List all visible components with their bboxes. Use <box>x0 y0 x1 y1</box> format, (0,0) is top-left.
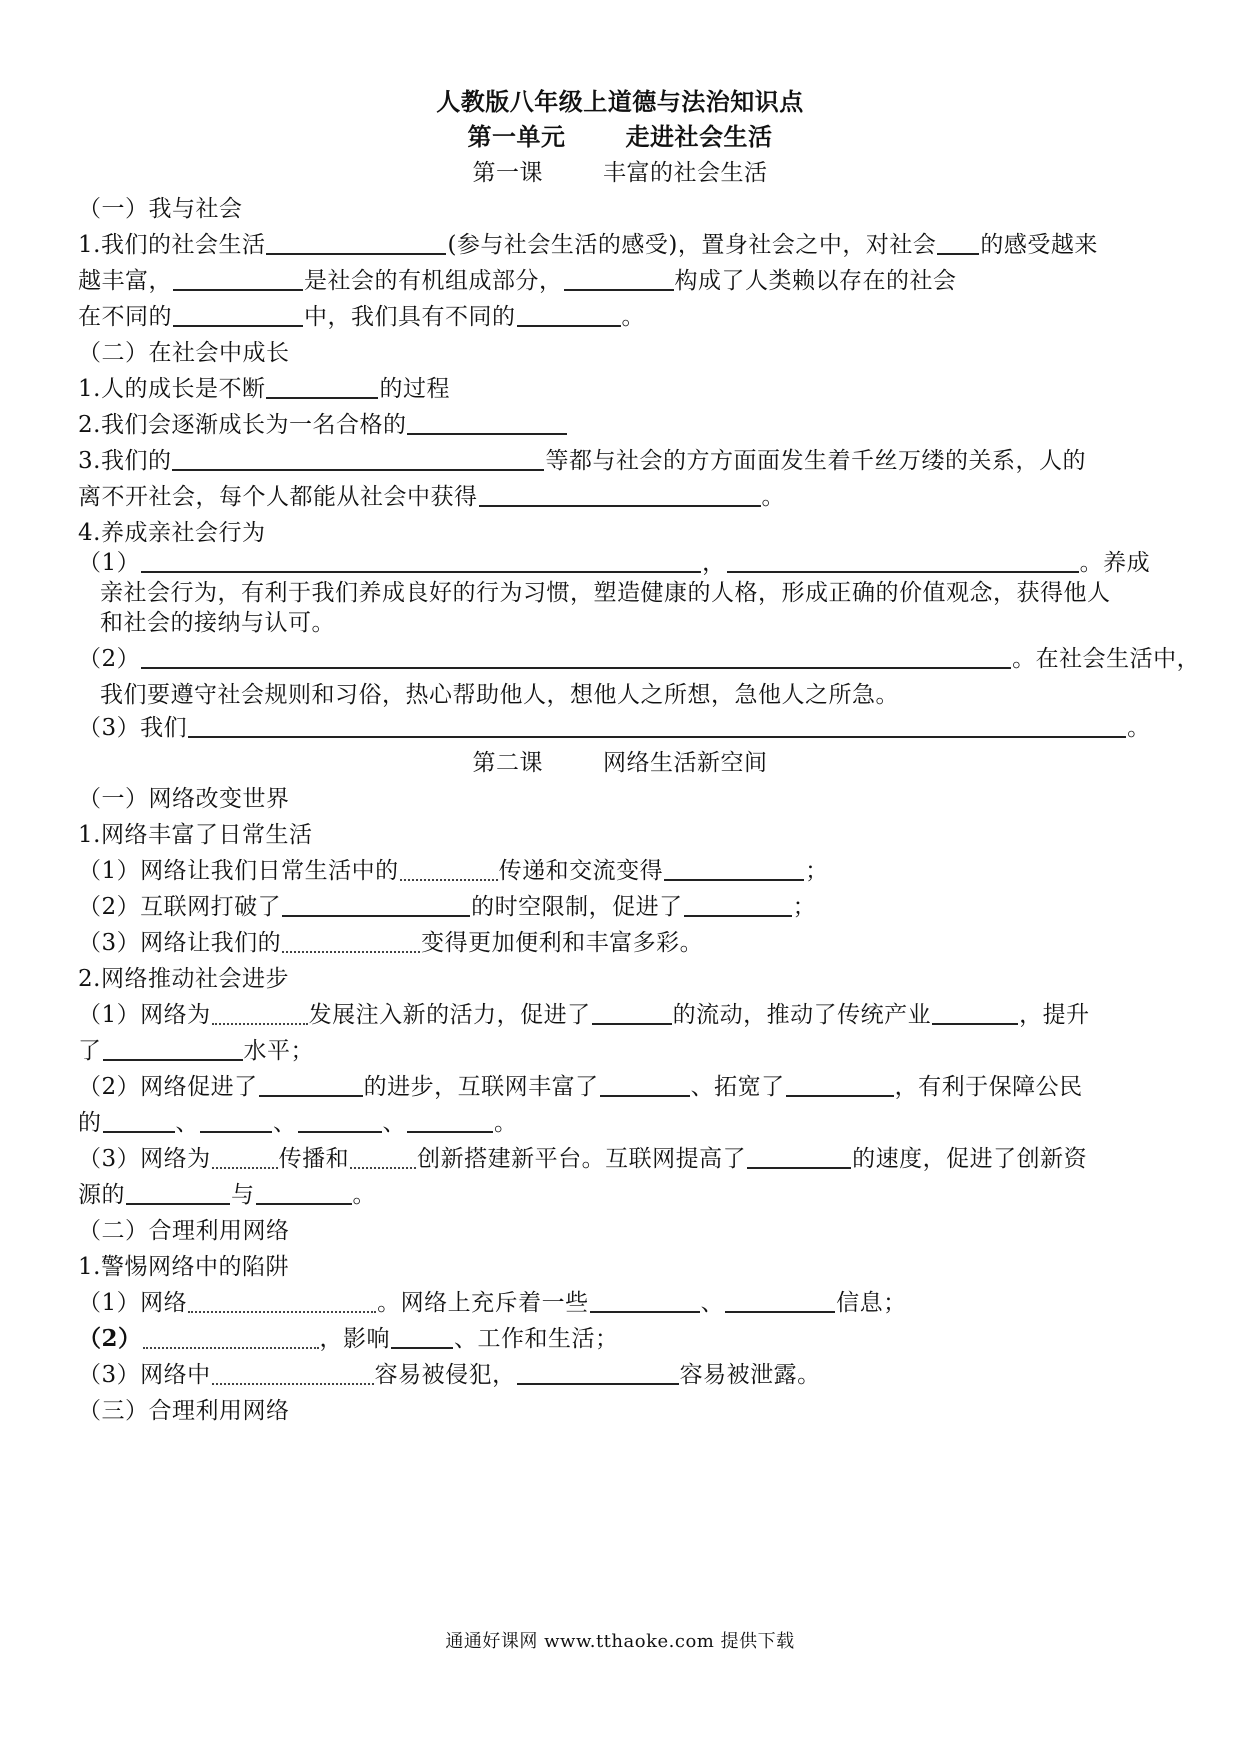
unit-name: 走进社会生活 <box>625 122 773 151</box>
fill-blank[interactable] <box>684 893 792 917</box>
fill-blank[interactable] <box>664 857 804 881</box>
fill-blank[interactable] <box>747 1145 851 1169</box>
fill-blank[interactable] <box>932 1001 1018 1025</box>
fill-blank[interactable] <box>350 1145 416 1169</box>
fill-blank[interactable] <box>266 231 446 255</box>
section-heading-3: （一）网络改变世界 <box>78 786 290 812</box>
text-line: 和社会的接纳与认可。 <box>100 610 335 636</box>
fill-blank[interactable] <box>200 1109 272 1133</box>
fill-blank[interactable] <box>407 1109 493 1133</box>
fill-blank[interactable] <box>266 375 378 399</box>
unit-heading <box>0 122 1240 152</box>
fill-blank[interactable] <box>725 1289 835 1313</box>
text-line: （2） ，影响 、工作和生活； <box>78 1325 619 1352</box>
fill-blank[interactable] <box>141 645 1011 669</box>
text-line: （2）互联网打破了 的时空限制，促进了 ； <box>78 894 817 920</box>
fill-blank[interactable] <box>103 1037 243 1061</box>
text-line: 3.我们的 等都与社会的方方面面发生着千丝万缕的关系，人的 <box>78 448 1086 474</box>
fill-blank[interactable] <box>212 1145 278 1169</box>
fill-blank[interactable] <box>282 893 470 917</box>
page-footer: 通通好课网 www.tthaoke.com 提供下载 <box>445 1631 795 1652</box>
fill-blank[interactable] <box>592 1001 672 1025</box>
text-line: 2.我们会逐渐成长为一名合格的 <box>78 410 1162 440</box>
fill-blank[interactable] <box>173 303 303 327</box>
section-heading-5: （三）合理利用网络 <box>78 1398 290 1424</box>
text-line: 亲社会行为，有利于我们养成良好的行为习惯，塑造健康的人格，形成正确的价值观念，获得他人 <box>100 580 1111 606</box>
lesson1-name: 丰富的社会生活 <box>603 160 768 186</box>
text-line: （3）网络为 传播和 创新搭建新平台。互联网提高了 的速度，促进了创新资 <box>78 1146 1088 1172</box>
text-line: （1） ， 。养成 <box>78 550 1151 576</box>
text-line: 1.警惕网络中的陷阱 <box>78 1254 289 1280</box>
text-line: 源的 与 。 <box>78 1182 376 1208</box>
section-heading-1: （一）我与社会 <box>78 196 243 222</box>
text-line: 越丰富， 是社会的有机组成部分， 构成了人类赖以存在的社会 <box>78 268 957 294</box>
text-line: 离不开社会，每个人都能从社会中获得 。 <box>78 484 785 510</box>
text-line: 我们要遵守社会规则和习俗，热心帮助他人，想他人之所想，急他人之所急。 <box>100 682 899 708</box>
text-line: 1.我们的社会生活 (参与社会生活的感受)，置身社会之中，对社会 的感受越来 <box>78 232 1098 258</box>
fill-blank[interactable] <box>103 1109 175 1133</box>
lesson1-number: 第一课 <box>472 160 543 186</box>
fill-blank[interactable] <box>400 857 498 881</box>
fill-blank[interactable] <box>141 549 701 573</box>
fill-blank[interactable] <box>786 1073 894 1097</box>
text-line: （3）我们 。 <box>78 715 1151 741</box>
fill-blank[interactable] <box>259 1073 363 1097</box>
fill-blank[interactable] <box>564 267 674 291</box>
text-line: 在不同的 中，我们具有不同的 。 <box>78 304 645 330</box>
text-line: （2） 。在社会生活中， <box>78 646 1201 672</box>
text-line: （1）网络让我们日常生活中的 传递和交流变得 ； <box>78 858 829 884</box>
fill-blank[interactable] <box>212 1361 374 1385</box>
section-heading-4: （二）合理利用网络 <box>78 1218 290 1244</box>
fill-blank[interactable] <box>600 1073 690 1097</box>
fill-blank[interactable] <box>212 1001 308 1025</box>
text-line: 1.人的成长是不断 的过程 <box>78 376 450 402</box>
text-line: 4.养成亲社会行为 <box>78 520 266 546</box>
text-line: （1）网络 。网络上充斥着一些 、 信息； <box>78 1290 907 1316</box>
fill-blank[interactable] <box>188 714 1126 738</box>
fill-blank[interactable] <box>188 1289 376 1313</box>
lesson2-name: 网络生活新空间 <box>603 750 768 776</box>
fill-blank[interactable] <box>407 411 567 435</box>
fill-blank[interactable] <box>126 1181 230 1205</box>
text-line: 的 、 、 、 。 <box>78 1110 518 1136</box>
text-line: （1）网络为 发展注入新的活力，促进了 的流动，推动了传统产业 ，提升 <box>78 1002 1090 1028</box>
fill-blank[interactable] <box>937 231 979 255</box>
fill-blank[interactable] <box>173 267 303 291</box>
text-line: 1.网络丰富了日常生活 <box>78 822 313 848</box>
fill-blank[interactable] <box>479 483 761 507</box>
fill-blank[interactable] <box>298 1109 382 1133</box>
lesson1-heading <box>0 158 1240 188</box>
fill-blank[interactable] <box>590 1289 700 1313</box>
text-line: （3）网络让我们的 变得更加便利和丰富多彩。 <box>78 930 704 956</box>
fill-blank[interactable] <box>172 447 544 471</box>
fill-blank[interactable] <box>143 1325 319 1349</box>
text-line: 2.网络推动社会进步 <box>78 966 289 992</box>
document-title: 人教版八年级上道德与法治知识点 <box>436 87 804 116</box>
text-line: （3）网络中 容易被侵犯， 容易被泄露。 <box>78 1362 821 1388</box>
lesson2-heading <box>0 748 1240 778</box>
fill-blank[interactable] <box>517 1361 679 1385</box>
text-line: 了 水平； <box>78 1038 314 1064</box>
lesson2-number: 第二课 <box>472 750 543 776</box>
fill-blank[interactable] <box>391 1325 453 1349</box>
fill-blank[interactable] <box>727 549 1079 573</box>
section-heading-2: （二）在社会中成长 <box>78 340 290 366</box>
unit-number: 第一单元 <box>467 122 566 151</box>
fill-blank[interactable] <box>256 1181 352 1205</box>
text-line: （2）网络促进了 的进步，互联网丰富了 、拓宽了 ，有利于保障公民 <box>78 1074 1083 1100</box>
fill-blank[interactable] <box>517 303 621 327</box>
fill-blank[interactable] <box>282 929 420 953</box>
